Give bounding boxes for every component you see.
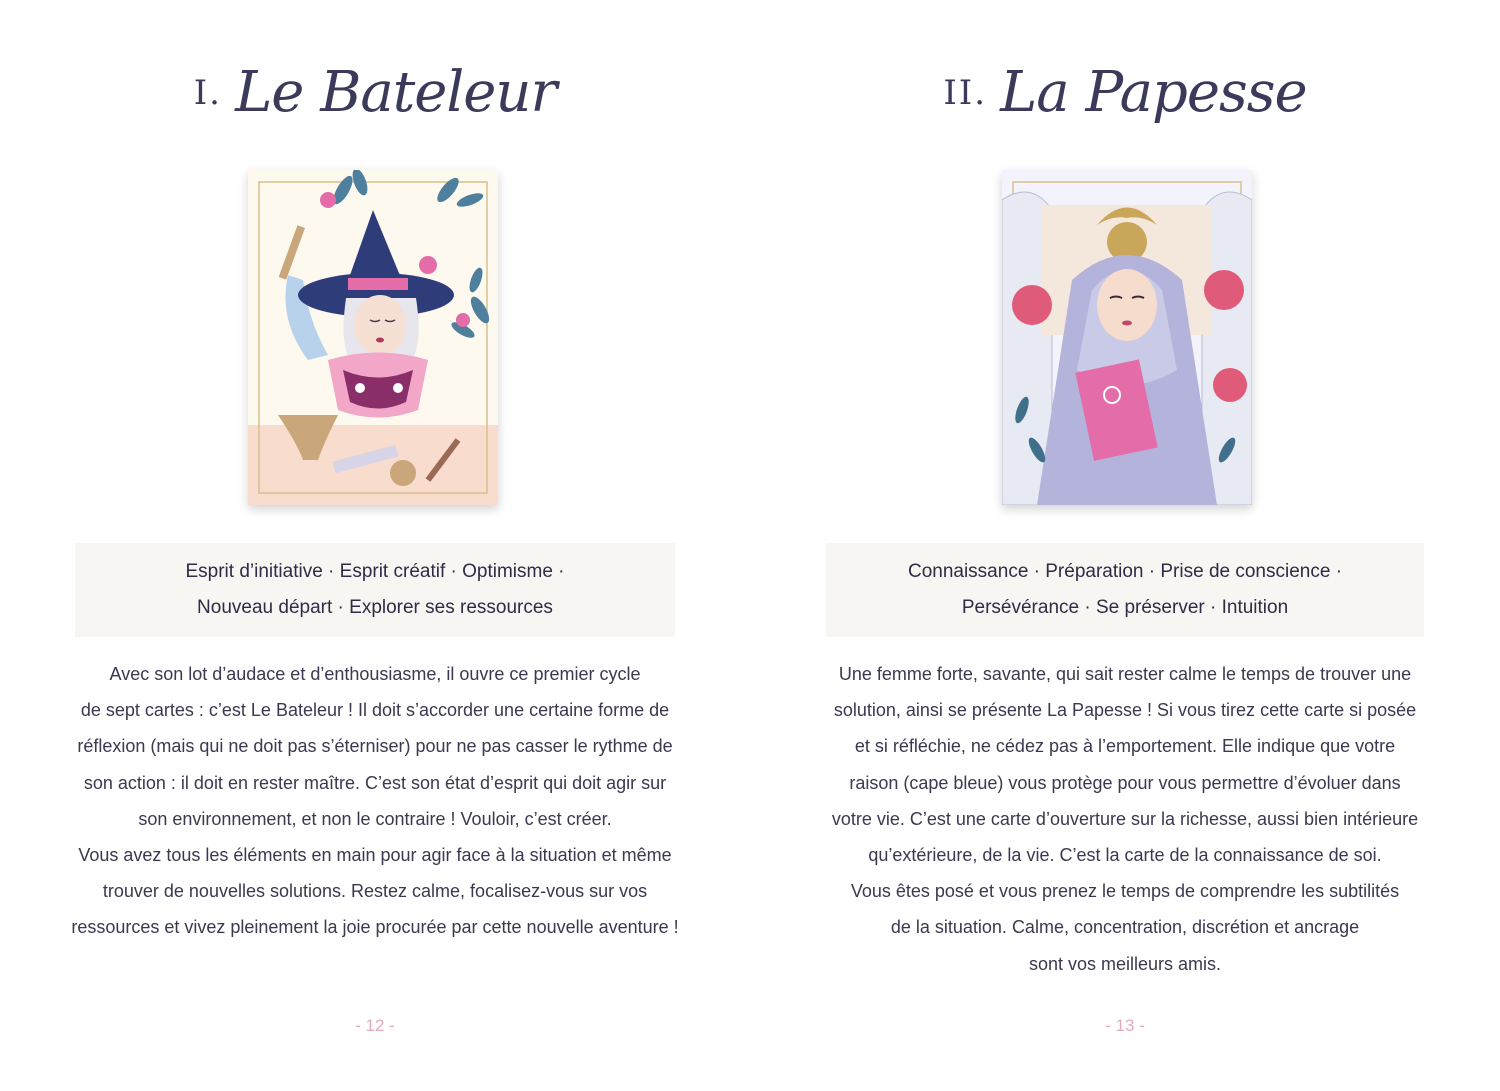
page-number: - 12 - — [355, 1016, 395, 1035]
high-priestess-illustration — [1002, 170, 1252, 505]
body-line: ressources et vivez pleinement la joie procurée par cette nouvelle aventure ! — [71, 917, 679, 938]
keyword-line: Persévérance · Se préserver · Intuition — [961, 597, 1289, 618]
keyword-line: Connaissance · Préparation · Prise de conscience · — [907, 561, 1343, 582]
body-line: de la situation. Calme, concentration, discrétion et ancrage — [890, 917, 1360, 938]
body-line: votre vie. C’est une carte d’ouverture sur la richesse, aussi bien intérieure — [831, 808, 1419, 829]
card-title — [750, 60, 1500, 125]
body-line: Vous êtes posé et vous prenez le temps de comprendre les subtilités — [850, 881, 1400, 902]
tarot-card-image — [1002, 170, 1252, 505]
body-line: Avec son lot d’audace et d’enthousiasme, il ouvre ce premier cycle — [109, 664, 641, 684]
keyword-line: Nouveau départ · Explorer ses ressources — [197, 597, 553, 618]
page-number: - 13 - — [1105, 1016, 1145, 1035]
title-numeral: I. — [193, 72, 222, 113]
keyword-line: Esprit d’initiative · Esprit créatif · Optimisme · — [185, 561, 565, 582]
body-line: raison (cape bleue) vous protège pour vous permettre d’évoluer dans — [849, 772, 1401, 793]
body-line: son action : il doit en rester maître. C’est son état d’esprit qui doit agir sur — [83, 772, 667, 793]
body-line: trouver de nouvelles solutions. Restez calme, focalisez-vous sur vos — [102, 881, 648, 902]
page-right — [750, 0, 1500, 1091]
body-line: réflexion (mais qui ne doit pas s’éterniser) pour ne pas casser le rythme de — [77, 736, 673, 757]
title-numeral: II. — [943, 72, 988, 113]
keywords-box — [75, 543, 675, 637]
body-line: de sept cartes : c’est Le Bateleur ! Il doit s’accorder une certaine forme de — [80, 700, 670, 721]
magician-witch-illustration — [248, 170, 498, 505]
title-name: Le Bateleur — [235, 60, 557, 125]
body-line: sont vos meilleurs amis. — [1028, 953, 1222, 974]
body-line: solution, ainsi se présente La Papesse ! Si vous tirez cette carte si posée — [833, 700, 1417, 721]
body-line: qu’extérieure, de la vie. C’est la carte de la connaissance de soi. — [868, 845, 1382, 866]
card-title — [0, 60, 750, 125]
keywords-box — [826, 543, 1424, 637]
body-line: et si réfléchie, ne cédez pas à l’emportement. Elle indique que votre — [854, 736, 1396, 757]
body-line: Vous avez tous les éléments en main pour agir face à la situation et même — [78, 845, 672, 866]
description-text — [65, 656, 685, 946]
tarot-card-image — [248, 170, 498, 505]
description-text — [815, 656, 1435, 982]
body-line: son environnement, et non le contraire ! Vouloir, c’est créer. — [138, 808, 612, 829]
title-name: La Papesse — [1000, 60, 1307, 125]
body-line: Une femme forte, savante, qui sait rester calme le temps de trouver une — [838, 664, 1412, 684]
